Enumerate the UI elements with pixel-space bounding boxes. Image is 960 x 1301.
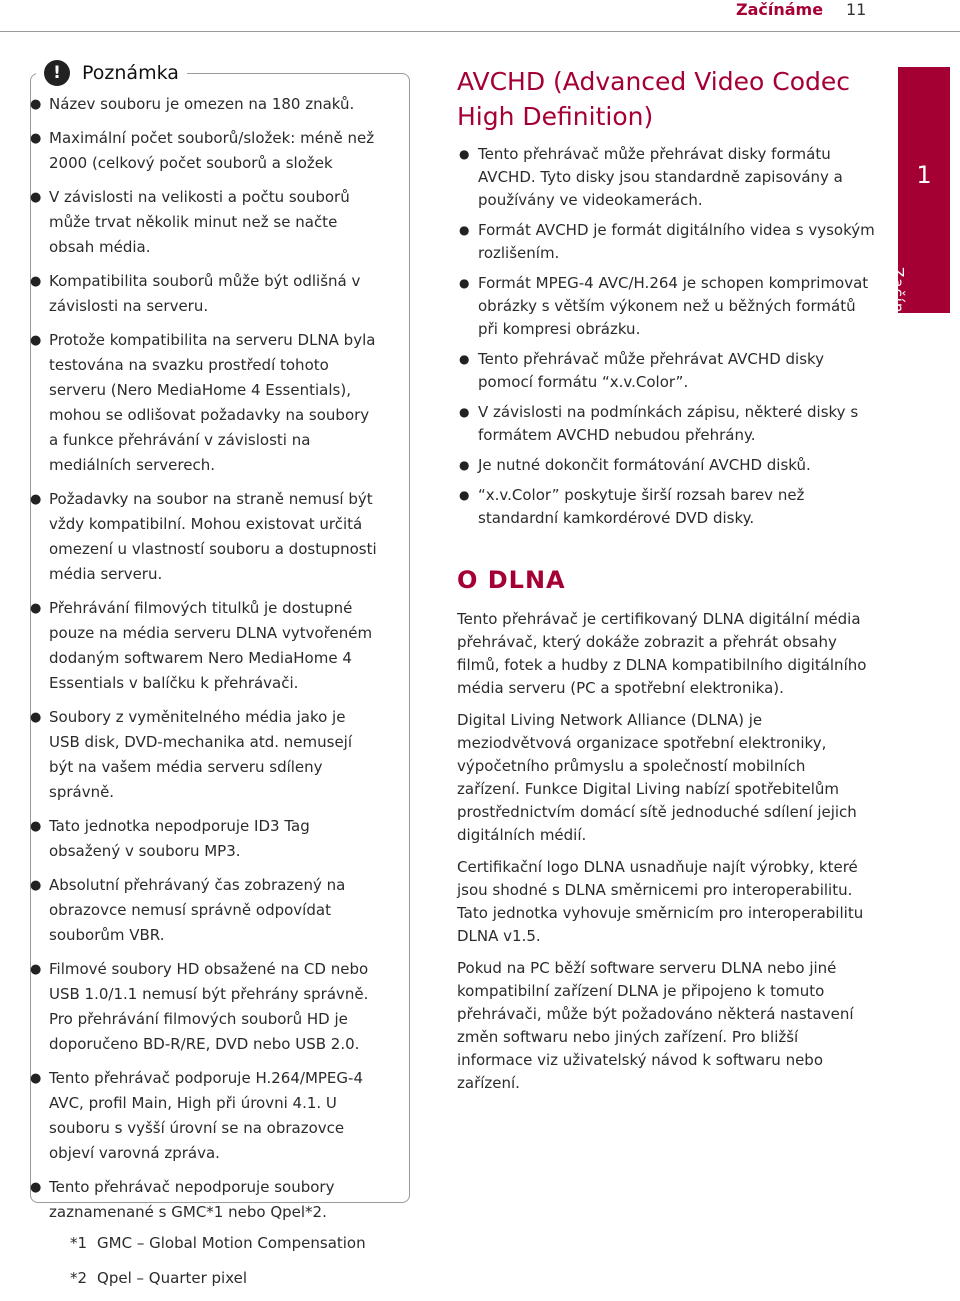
bullet-icon: ● [30,1071,42,1086]
dlna-paragraph: Certifikační logo DLNA usnadňuje najít výrobky, které jsou shodné s DLNA směrnicemi pro interoperabilitu. Tato jednotka vyhovuje směrnicím pro interoperabilitu DLNA v1.5. [457,858,864,945]
bullet-icon: ● [459,352,470,366]
dlna-body [457,608,869,1104]
page-number: 11 [846,0,867,19]
note-title: Poznámka [82,62,179,84]
note-item: ● V závislosti na velikosti a počtu souborů může trvat několik minut než se načte obsah média. [28,185,378,260]
header-section-title: Začínáme [736,0,824,19]
note-item: ● Kompatibilita souborů může být odlišná v závislosti na serveru. [28,269,378,319]
bullet-icon: ● [459,458,470,472]
footnote: *1 GMC – Global Motion Compensation [70,1234,366,1252]
header-rule [0,31,960,32]
note-item: ● Přehrávání filmových titulků je dostupné pouze na média serveru DLNA vytvořeném dodaným softwarem Nero MediaHome 4 Essentials v balíčku k přehrávači. [28,596,378,696]
bullet-icon: ● [459,223,470,237]
chapter-label: Začínáme [889,267,907,350]
note-item: ● Tento přehrávač podporuje H.264/MPEG-4 AVC, profil Main, High při úrovni 4.1. U souboru s vyšší úrovní se na obrazovce objeví varovná zpráva. [28,1066,378,1166]
avchd-item: ● Tento přehrávač může přehrávat AVCHD disky pomocí formátu “x.v.Color”. [459,350,825,391]
bullet-icon: ● [30,1180,42,1195]
dlna-paragraph: Tento přehrávač je certifikovaný DLNA digitální média přehrávač, který dokáže zobrazit a přehrát obsahy filmů, fotek a hudby z DLNA kompatibilního digitálního média serveru (PC a spotřební elektronika). [457,610,867,697]
avchd-item: ● Je nutné dokončit formátování AVCHD disků. [457,454,877,477]
bullet-icon: ● [30,190,42,205]
bullet-icon: ● [30,601,42,616]
dlna-paragraph: Pokud na PC běží software serveru DLNA nebo jiné kompatibilní zařízení DLNA je připojeno k tomuto přehrávači, může být požadováno některá nastavení změn softwaru nebo jiných zařízení. Pro bližší informace viz uživatelský návod k softwaru nebo zařízení. [457,959,854,1092]
avchd-list [457,143,877,537]
note-item: ● Filmové soubory HD obsažené na CD nebo USB 1.0/1.1 nemusí být přehrány správně. Pro přehrávání filmových souborů HD je doporučeno BD-R/RE, DVD nebo USB 2.0. [28,957,378,1057]
bullet-icon: ● [30,492,42,507]
note-item: ● Požadavky na soubor na straně nemusí být vždy kompatibilní. Mohou existovat určitá omezení u vlastností souboru a dostupnosti média serveru. [28,487,378,587]
avchd-heading: AVCHD (Advanced Video Codec High Definition) [457,67,850,131]
note-item: ● Protože kompatibilita na serveru DLNA byla testována na svazku prostředí tohoto serveru (Nero MediaHome 4 Essentials), mohou se odlišovat požadavky na soubory a funkce přehrávání v závislosti na mediálních serverech. [28,328,378,478]
note-item: ● Název souboru je omezen na 180 znaků. [28,92,378,117]
note-item: ● Absolutní přehrávaný čas zobrazený na obrazovce nemusí správně odpovídat souborům VBR. [28,873,378,948]
bullet-icon: ● [30,878,42,893]
bullet-icon: ● [30,962,42,977]
bullet-icon: ● [30,819,42,834]
bullet-icon: ● [459,405,470,419]
exclamation-icon: ! [44,60,70,86]
avchd-item: ● “x.v.Color” poskytuje širší rozsah barev než standardní kamkordérové DVD disky. [459,486,805,527]
bullet-icon: ● [30,97,42,112]
bullet-icon: ● [30,131,42,146]
bullet-icon: ● [30,333,42,348]
bullet-icon: ● [459,488,470,502]
dlna-heading: O DLNA [457,566,566,594]
avchd-item: ● Tento přehrávač může přehrávat disky formátu AVCHD. Tyto disky jsou standardně zapisovány a používány ve videokamerách. [459,145,843,209]
note-item: ● Tento přehrávač nepodporuje soubory zaznamenané s GMC*1 nebo Qpel*2. *1 GMC – Global Motion Compensation *2 Qpel – Quarter pixel [28,1175,378,1291]
note-list [28,92,378,1301]
avchd-item: ● V závislosti na podmínkách zápisu, některé disky s formátem AVCHD nebudou přehrány. [459,403,859,444]
bullet-icon: ● [459,147,470,161]
chapter-number: 1 [916,161,932,189]
chapter-tab [889,67,950,350]
bullet-icon: ● [459,276,470,290]
avchd-item: ● Formát AVCHD je formát digitálního videa s vysokým rozlišením. [459,221,875,262]
footnote: *2 Qpel – Quarter pixel [70,1269,248,1287]
bullet-icon: ● [30,710,42,725]
note-item: ● Soubory z vyměnitelného média jako je USB disk, DVD-mechanika atd. nemusejí být na vašem média serveru sdíleny správně. [28,705,378,805]
note-header [36,60,187,86]
bullet-icon: ● [30,274,42,289]
avchd-item: ● Formát MPEG-4 AVC/H.264 je schopen komprimovat obrázky s větším výkonem než u běžných formátů při kompresi obrázku. [459,274,869,338]
note-item: ● Tato jednotka nepodporuje ID3 Tag obsažený v souboru MP3. [28,814,378,864]
dlna-paragraph: Digital Living Network Alliance (DLNA) je meziodvětvová organizace spotřební elektroniky, výpočetního průmyslu a společností mobilních zařízení. Funkce Digital Living nabízí spotřebitelům prostřednictvím domácí sítě jednoduché sdílení jejich digitálních médií. [457,711,857,844]
note-item: ● Maximální počet souborů/složek: méně než 2000 (celkový počet souborů a složek [28,126,378,176]
